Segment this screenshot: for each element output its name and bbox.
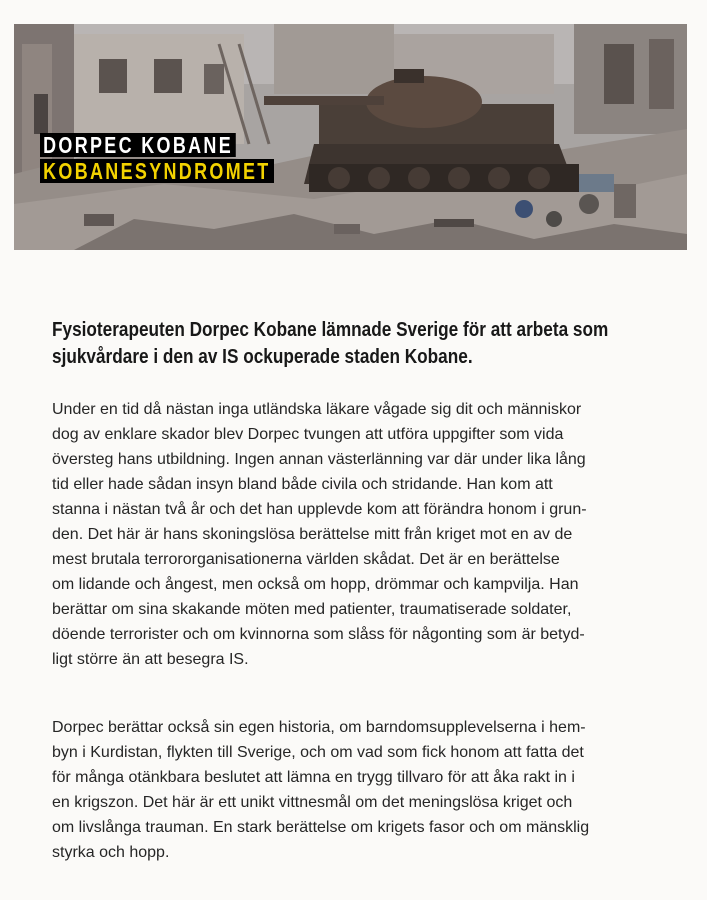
- text-line: om lidande och ångest, men också om hopp, drömmar och kampvilja. Han: [52, 576, 579, 593]
- lead-line: sjukvårdare i den av IS ockuperade staden Kobane.: [52, 346, 473, 368]
- text-line: en krigszon. Det här är ett unikt vittnesmål om det meningslösa kriget och: [52, 794, 573, 811]
- text-line: dog av enklare skador blev Dorpec tvungen att utföra uppgifter som vida: [52, 426, 564, 443]
- text-line: översteg hans utbildning. Ingen annan västerlänning var där under lika lång: [52, 451, 586, 468]
- text-line: Under en tid då nästan inga utländska läkare vågade sig dit och människor: [52, 401, 582, 418]
- book-title-block: [40, 133, 340, 184]
- text-line: den. Det här är hans skoningslösa berättelse mitt från kriget mot en av de: [52, 526, 573, 543]
- book-title: KOBANESYNDROMET: [40, 159, 274, 183]
- body-paragraph-2: [52, 715, 672, 865]
- text-line: om livslånga trauman. En stark berättelse om krigets fasor och om mänsklig: [52, 819, 590, 836]
- text-line: byn i Kurdistan, flykten till Sverige, och om vad som fick honom att fatta det: [52, 744, 584, 761]
- text-line: för många otänkbara beslutet att lämna en trygg tillvaro för att åka rakt in i: [52, 769, 575, 786]
- text-line: mest brutala terrororganisationerna världen skådat. Det är en berättelse: [52, 551, 560, 568]
- text-line: Dorpec berättar också sin egen historia, om barndomsupplevelserna i hem-: [52, 719, 586, 736]
- text-line: tid eller hade sådan insyn bland både civila och stridande. Han kom att: [52, 476, 553, 493]
- text-line: ligt större än att besegra IS.: [52, 651, 249, 668]
- lead-paragraph: [52, 317, 609, 371]
- text-line: stanna i nästan två år och det han upplevde kom att förändra honom i grun-: [52, 501, 587, 518]
- body-paragraph-1: [52, 397, 672, 672]
- text-line: styrka och hopp.: [52, 844, 170, 861]
- lead-line: Fysioterapeuten Dorpec Kobane lämnade Sverige för att arbeta som: [52, 319, 609, 341]
- text-line: berättar om sina skakande möten med patienter, traumatiserade soldater,: [52, 601, 572, 618]
- text-line: döende terrorister och om kvinnorna som slåss för någonting som är betyd-: [52, 626, 585, 643]
- author-name: DORPEC KOBANE: [40, 133, 236, 157]
